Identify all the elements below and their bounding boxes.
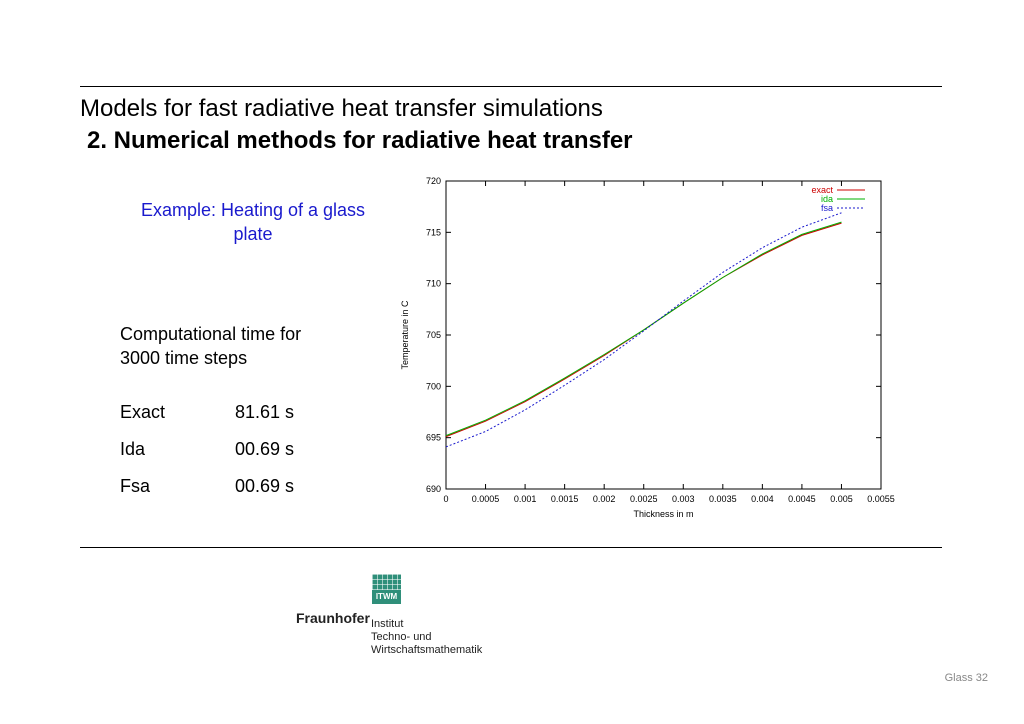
series-line-ida: [446, 222, 842, 436]
institute-name-line: Techno- und: [371, 631, 432, 643]
itwm-abbreviation: ITWM: [372, 590, 401, 604]
result-row-exact: [120, 400, 294, 424]
result-method: Exact: [120, 402, 166, 422]
institute-logo: [296, 574, 516, 664]
y-tick-label: 705: [425, 330, 441, 340]
x-tick-label: 0.002: [592, 494, 616, 504]
x-tick-label: 0.0035: [709, 494, 737, 504]
x-tick-label: 0.0005: [471, 494, 500, 504]
computation-label: [120, 322, 301, 370]
x-tick-label: 0.005: [830, 494, 853, 504]
y-tick-label: 695: [425, 432, 441, 443]
x-tick-label: 0.0025: [629, 494, 658, 504]
y-tick-label: 710: [425, 278, 441, 289]
x-axis-label: Thickness in m: [633, 509, 694, 519]
x-tick-label: 0.0045: [788, 494, 816, 504]
result-method: Ida: [120, 439, 146, 459]
result-row-ida: [120, 437, 294, 461]
y-tick-label: 700: [425, 381, 441, 392]
temperature-chart: [395, 172, 905, 524]
computation-label-line1: Computational time for: [120, 324, 302, 344]
legend-label-ida: ida: [820, 194, 833, 204]
x-tick-label: 0.001: [513, 494, 537, 504]
result-method: Fsa: [120, 476, 151, 496]
x-tick-label: 0.004: [751, 494, 774, 504]
result-time: 00.69 s: [235, 439, 295, 459]
x-tick-label: 0: [443, 494, 449, 504]
computation-label-line2: 3000 time steps: [120, 348, 248, 368]
y-tick-label: 720: [425, 176, 441, 186]
fraunhofer-brand: Fraunhofer: [296, 610, 370, 626]
result-time: 00.69 s: [235, 476, 295, 496]
slide-title: Models for fast radiative heat transfer simulations: [80, 95, 603, 122]
x-tick-label: 0.0055: [867, 494, 895, 504]
legend-label-exact: exact: [811, 185, 833, 195]
result-time: 81.61 s: [235, 402, 295, 422]
y-axis-label: Temperature in C: [400, 300, 410, 370]
slide-number: Glass 32: [944, 672, 988, 684]
institute-name-line: Wirtschaftsmathematik: [371, 644, 483, 656]
top-divider: [80, 86, 942, 87]
x-tick-label: 0.003: [672, 494, 695, 504]
example-caption: Example: Heating of a glass plate: [140, 200, 366, 244]
legend-label-fsa: fsa: [820, 203, 833, 213]
x-tick-label: 0.0015: [550, 494, 579, 504]
bottom-divider: [80, 547, 942, 548]
y-tick-label: 715: [425, 227, 441, 238]
slide-subtitle: 2. Numerical methods for radiative heat transfer: [87, 127, 633, 154]
y-tick-label: 690: [425, 484, 441, 494]
result-row-fsa: [120, 474, 294, 498]
plot-frame: [446, 181, 881, 489]
institute-name-line: Institut: [371, 618, 404, 630]
